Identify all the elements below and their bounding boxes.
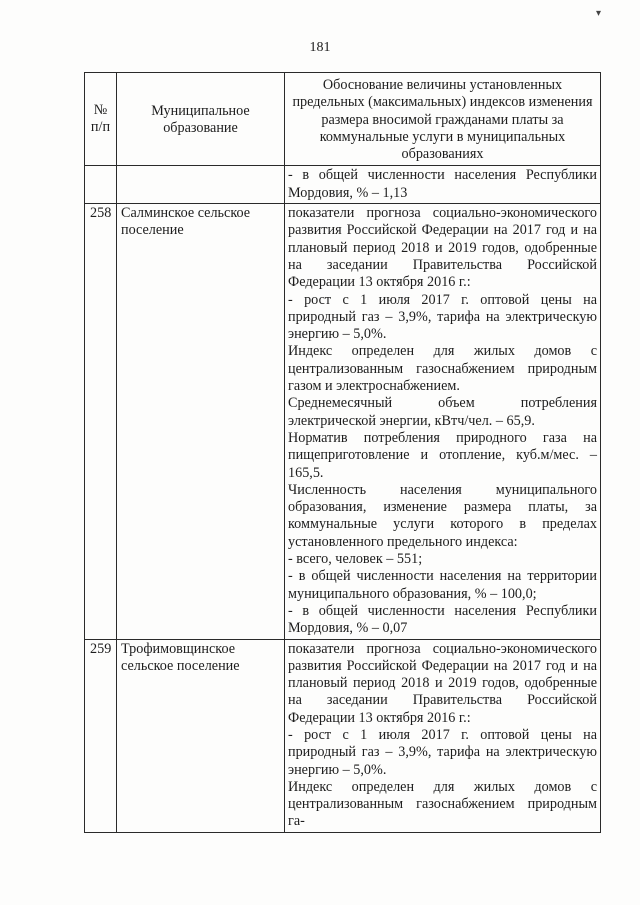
justification-paragraph: - в общей численности населения на территории муниципального образования, % – 100,0; [288, 568, 597, 602]
table-row [85, 204, 601, 639]
justification-paragraph: - всего, человек – 551; [288, 551, 423, 568]
justification-paragraph: Индекс определен для жилых домов с централизованным газоснабжением природным газом и электроснабжением. [288, 343, 597, 395]
indices-table [84, 72, 601, 833]
header-number: № п/п [85, 73, 117, 166]
row-justification [285, 204, 601, 639]
table-row [85, 639, 601, 832]
row-municipality: Салминское сельское поселение [117, 204, 285, 639]
justification-line: - в общей численности населения Республики Мордовия, % – 1,13 [288, 167, 597, 201]
justification-paragraph: Численность населения муниципального образования, изменение размера платы, за коммунальные услуги которого в пределах установленного предельного индекса: [288, 481, 597, 550]
justification-paragraph: показатели прогноза социально-экономического развития Российской Федерации на 2017 год и на плановый период 2018 и 2019 годов, одобренные на заседании Правительства Российской Федерации 13 октября 2016 г.: [288, 205, 597, 291]
justification-paragraph: - рост с 1 июля 2017 г. оптовой цены на природный газ – 3,9%, тарифа на электрическую энергию – 5,0%. [288, 291, 597, 343]
justification-paragraph: Среднемесячный объем потребления электрической энергии, кВтч/чел. – 65,9. [288, 395, 597, 429]
continuation-justification [285, 166, 601, 204]
header-municipality: Муниципальное образование [117, 73, 285, 166]
row-municipality: Трофимовщинское сельское поселение [117, 639, 285, 832]
continuation-row [85, 166, 601, 204]
justification-paragraph: Норматив потребления природного газа на пищеприготовление и отопление, куб.м/мес. – 165,5. [288, 429, 597, 481]
row-justification [285, 639, 601, 832]
justification-paragraph: Индекс определен для жилых домов с централизованным газоснабжением природным га- [288, 778, 597, 830]
continuation-municipality [117, 166, 285, 204]
page-number: 181 [309, 40, 331, 55]
header-justification: Обоснование величины установленных предельных (максимальных) индексов изменения размера вносимой гражданами платы за коммунальные услуги в муниципальных образованиях [285, 73, 601, 166]
table-header-row [85, 73, 601, 166]
continuation-number [85, 166, 117, 204]
scan-mark: ▾ [596, 8, 602, 19]
row-number: 258 [85, 204, 117, 639]
justification-paragraph: - в общей численности населения Республики Мордовия, % – 0,07 [288, 602, 597, 637]
justification-paragraph: показатели прогноза социально-экономического развития Российской Федерации на 2017 год и на плановый период 2018 и 2019 годов, одобренные на заседании Правительства Российской Федерации 13 октября 2016 г.: [288, 640, 597, 726]
justification-paragraph: - рост с 1 июля 2017 г. оптовой цены на природный газ – 3,9%, тарифа на электрическую энергию – 5,0%. [288, 726, 597, 778]
row-number: 259 [85, 639, 117, 832]
